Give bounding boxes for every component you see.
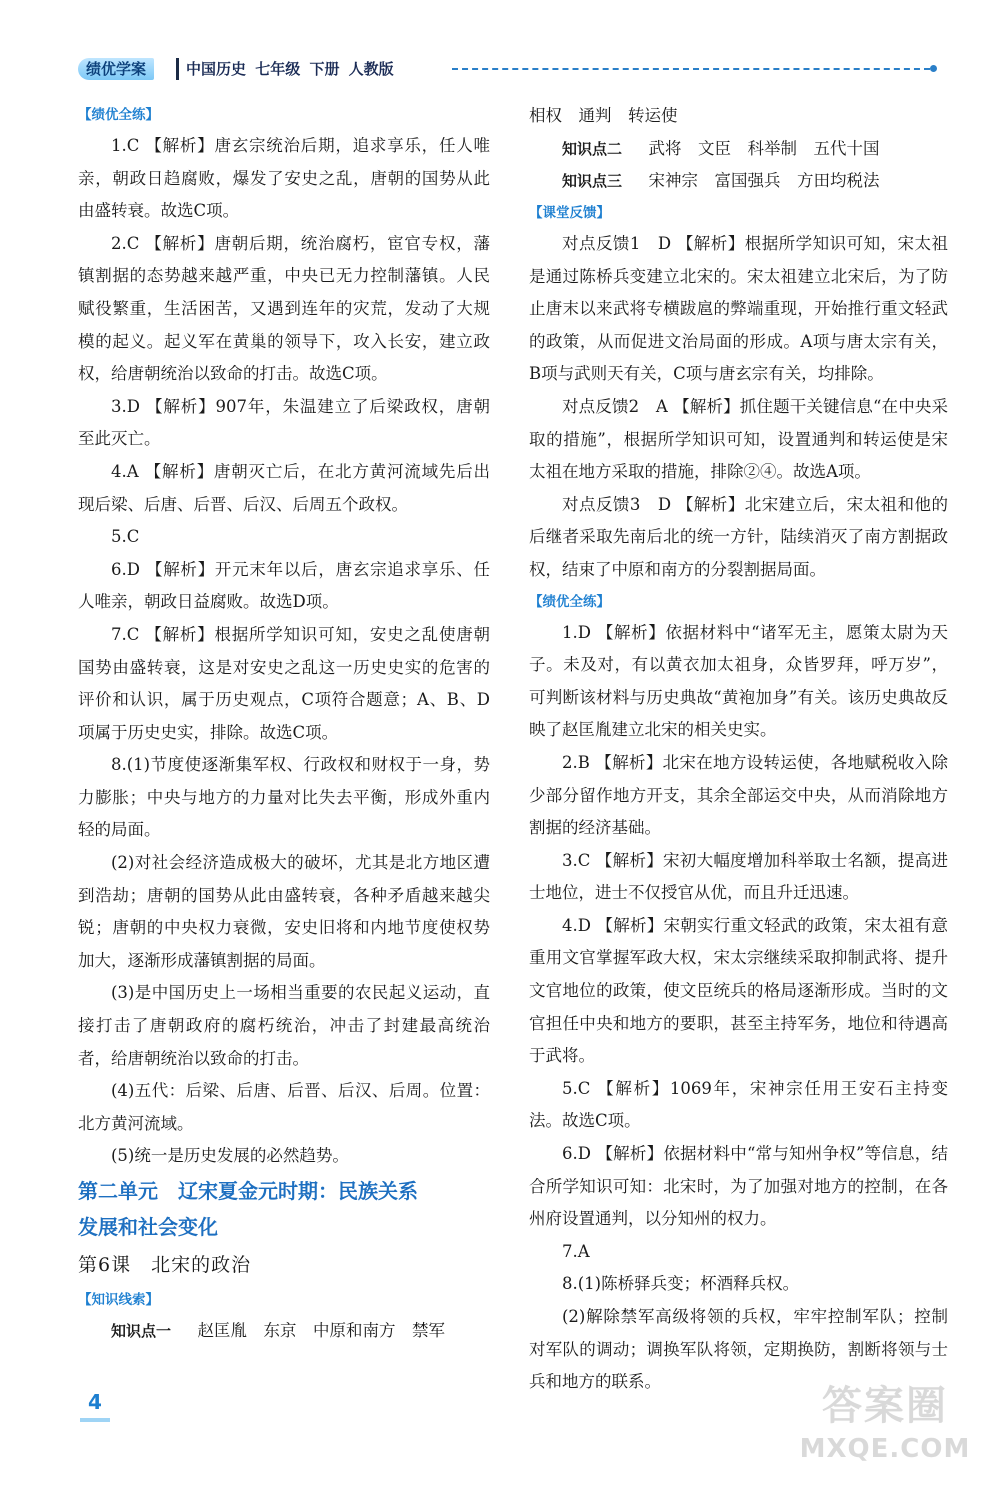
knowledge-point-3 [529, 165, 948, 198]
section-tag-feedback: 【课堂反馈】 [529, 205, 610, 221]
watermark-text: 答案圈 [822, 1383, 948, 1429]
answer-item: 4.D 【解析】宋朝实行重文轻武的政策，宋太祖有意重用文官掌握军政大权，宋太宗继续采取抑制武将、提升文官地位的政策，使文臣统兵的格局逐渐形成。当时的文官担任中央和地方的要职，甚至主持军务，地位和待遇高于武将。 [529, 915, 948, 1066]
section-tag-practice: 【绩优全练】 [78, 107, 159, 123]
answer-item: (2)解除禁军高级将领的兵权，牢牢控制军队；控制对军队的调动；调换军队将领，定期换防，割断将领与士兵和地方的联系。 [529, 1307, 948, 1392]
answer-item: 6.D 【解析】依据材料中“常与知州争权”等信息，结合所学知识可知：北宋时，为了加强对地方的控制，在各州府设置通判，以分知州的权力。 [529, 1144, 948, 1229]
knowledge-point-1-text: 赵匡胤 东京 中原和南方 禁军 [197, 1321, 446, 1340]
answer-item: 2.B 【解析】北宋在地方设转运使，各地赋税收入除少部分留作地方开支，其余全部运交中央，从而消除地方割据的经济基础。 [529, 752, 948, 838]
knowledge-point-2 [529, 133, 948, 166]
feedback-item: 对点反馈2 A 【解析】抓住题干关键信息“在中央采取的措施”，根据所学知识可知，设置通判和转运使是宋太祖在地方采取的措施，排除②④。故选A项。 [529, 396, 948, 482]
knowledge-point-3-text: 宋神宗 富国强兵 方田均税法 [648, 171, 880, 191]
brand-logo: 绩优学案 [78, 58, 154, 80]
book-subtitle: 中国历史 七年级 下册 人教版 [186, 60, 394, 78]
header-rule-dot [930, 65, 937, 72]
unit-title-line-1: 第二单元 辽宋夏金元时期：民族关系 [78, 1179, 418, 1203]
knowledge-point-1-label: 知识点一 [111, 1322, 172, 1340]
page-header [0, 0, 1000, 90]
answer-item: 1.D 【解析】依据材料中“诸军无主，愿策太尉为天子。未及对，有以黄衣加太祖身，众皆罗拜，呼万岁”，可判断该材料与历史典故“黄袍加身”有关。该历史典故反映了赵匡胤建立北宋的相关史实。 [529, 622, 948, 740]
left-column [78, 100, 490, 1348]
answer-item: 3.D 【解析】907年，朱温建立了后梁政权，唐朝至此灭亡。 [78, 396, 490, 449]
answer-item: 7.A [562, 1241, 590, 1261]
answer-item: 3.C 【解析】宋初大幅度增加科举取士名额，提高进士地位，进士不仅授官从优，而且升迁迅速。 [529, 850, 948, 903]
knowledge-point-3-label: 知识点三 [562, 172, 623, 191]
knowledge-point-1 [78, 1315, 490, 1348]
answer-item: 8.(1)节度使逐渐集军权、行政权和财权于一身，势力膨胀；中央与地方的力量对比失去平衡，形成外重内轻的局面。 [78, 755, 490, 840]
right-column-body [529, 198, 948, 1399]
answer-item: (4)五代：后梁、后唐、后晋、后汉、后周。位置：北方黄河流域。 [78, 1081, 490, 1133]
brand-separator [176, 58, 179, 80]
answer-item: 1.C 【解析】唐玄宗统治后期，追求享乐，任人唯亲，朝政日趋腐败，爆发了安史之乱，唐朝的国势从此由盛转衰。故选C项。 [78, 136, 490, 221]
feedback-item: 对点反馈1 D 【解析】根据所学知识可知，宋太祖是通过陈桥兵变建立北宋的。宋太祖建立北宋后，为了防止唐末以来武将专横跋扈的弊端重现，开始推行重文轻武的政策，从而促进文治局面的形成。A项与唐太宗有关，B项与武则天有关，C项与唐玄宗有关，均排除。 [529, 234, 948, 384]
answer-item: 7.C 【解析】根据所学知识可知，安史之乱使唐朝国势由盛转衰，这是对安史之乱这一历史史实的危害的评价和认识，属于历史观点，C项符合题意；A、B、D项属于历史史实，排除。故选C项。 [78, 624, 490, 742]
answer-item: 6.D 【解析】开元末年以后，唐玄宗追求享乐、任人唯亲，朝政日益腐败。故选D项。 [78, 559, 490, 612]
section-tag-knowledge: 【知识线索】 [78, 1292, 159, 1308]
knowledge-point-2-label: 知识点二 [562, 139, 623, 158]
answer-item: 5.C 【解析】1069年，宋神宗任用王安石主持变法。故选C项。 [529, 1078, 948, 1131]
answer-item: (3)是中国历史上一场相当重要的农民起义运动，直接打击了唐朝政府的腐朽统治，冲击了封建最高统治者，给唐朝统治以致命的打击。 [78, 983, 490, 1068]
lesson-title: 第6课 北宋的政治 [78, 1254, 252, 1276]
header-dashed-rule [452, 68, 930, 70]
watermark-url: MXQE.COM [799, 1434, 971, 1464]
right-column [529, 100, 948, 198]
knowledge-point-2-text: 武将 文臣 科举制 五代十国 [648, 138, 880, 158]
page-number-bar [80, 1418, 110, 1422]
unit-title-line-2: 发展和社会变化 [78, 1215, 218, 1239]
feedback-item: 对点反馈3 D 【解析】北宋建立后，宋太祖和他的后继者采取先南后北的统一方针，陆续消灭了南方割据政权，结束了中原和南方的分裂割据局面。 [529, 494, 948, 579]
answer-item: 8.(1)陈桥驿兵变；杯酒释兵权。 [562, 1274, 800, 1294]
section-tag-practice-2: 【绩优全练】 [529, 593, 610, 610]
answer-item: (5)统一是历史发展的必然趋势。 [111, 1146, 349, 1166]
answer-item: 4.A 【解析】唐朝灭亡后，在北方黄河流域先后出现后梁、后唐、后晋、后汉、后周五个政权。 [78, 461, 490, 514]
answer-item: 2.C 【解析】唐朝后期，统治腐朽，宦官专权，藩镇割据的态势越来越严重，中央已无力控制藩镇。人民赋役繁重，生活困苦，又遇到连年的灾荒，发动了大规模的起义。起义军在黄巢的领导下，攻入长安，建立政权，给唐朝统治以致命的打击。故选C项。 [78, 233, 490, 384]
answer-item: 5.C [111, 527, 140, 547]
knowledge-point-1-continued: 相权 通判 转运使 [529, 106, 678, 125]
page-number: 4 [88, 1390, 102, 1414]
answer-item: (2)对社会经济造成极大的破坏，尤其是北方地区遭到浩劫；唐朝的国势从此由盛转衰，各种矛盾越来越尖锐；唐朝的中央权力衰微，安史旧将和内地节度使权势加大，逐渐形成藩镇割据的局面。 [78, 853, 490, 970]
watermark-logo [790, 1380, 980, 1480]
